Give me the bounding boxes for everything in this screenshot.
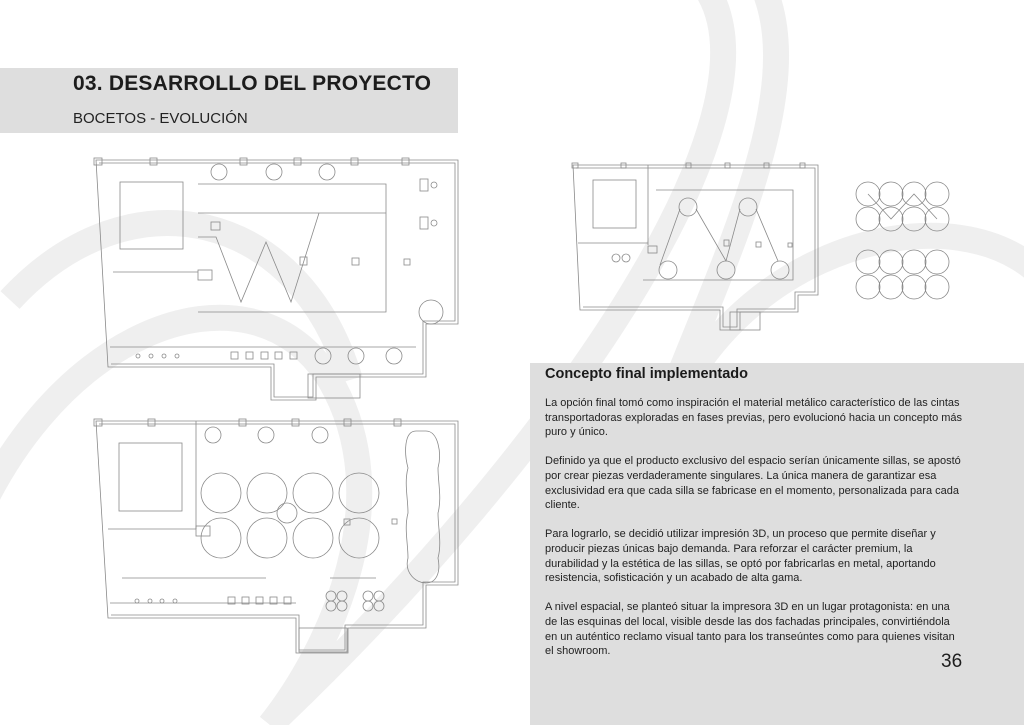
page-title: 03. DESARROLLO DEL PROYECTO [73,72,432,95]
paragraph: Definido ya que el producto exclusivo del espacio serían únicamente sillas, se apostó por crear piezas verdaderamente singulares. La única manera de garantizar esa exclusividad era que cada silla se fabricase en el momento, personalizada para cada cliente. [545,455,961,512]
paragraph: Para lograrlo, se decidió utilizar impresión 3D, un proceso que permite diseñar y producir piezas únicas bajo demanda. Para reforzar el carácter premium, la durabilidad y la estética de las sillas, se optó por fabricarlas en metal, aportando resistencia, sofisticación y un acabado de alta gama. [545,528,936,585]
page-subtitle: BOCETOS - EVOLUCIÓN [73,110,248,127]
sketch-3-floor-plan [568,160,968,335]
sketch-2-floor-plan [86,413,466,658]
page-number: 36 [941,651,963,672]
sketch-1-floor-plan [86,152,466,402]
panel-body [545,396,965,673]
paragraph: La opción final tomó como inspiración el material metálico característico de las cintas transportadoras exploradas en fases previas, pero evolucionó hacia un concepto más puro y único. [545,397,963,439]
paragraph: A nivel espacial, se planteó situar la impresora 3D en un lugar protagonista: en una de las esquinas del local, visible desde las dos fachadas principales, convirtiéndola en un auténtico reclamo visual tanto para los transeúntes como para quienes visitan el showroom. [545,601,955,658]
panel-title: Concepto final implementado [545,366,749,382]
